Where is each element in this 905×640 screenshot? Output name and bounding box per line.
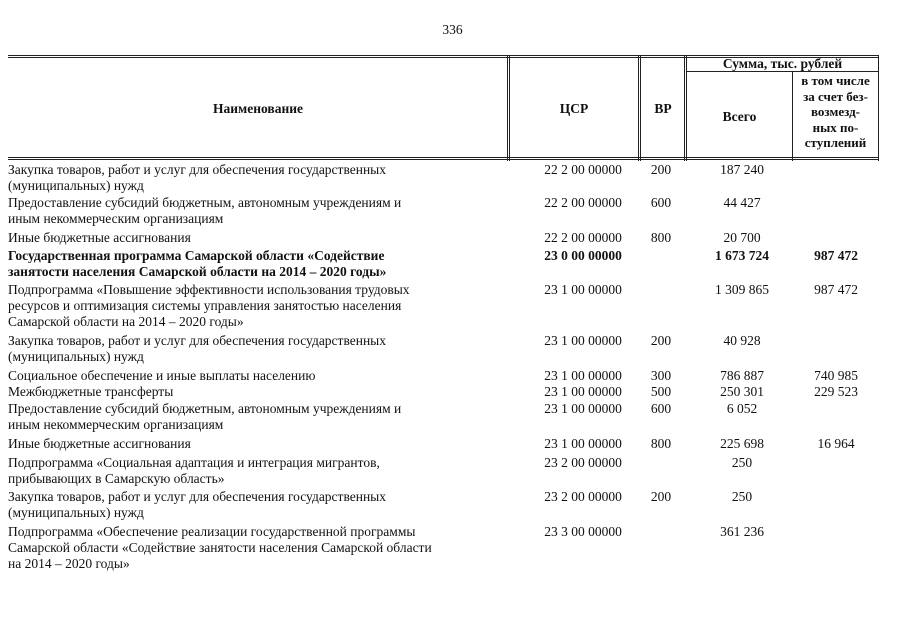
row-csr: 23 1 00 00000 <box>544 368 622 383</box>
row-vr: 600 <box>650 401 672 416</box>
row-csr: 22 2 00 00000 <box>544 162 622 177</box>
row-total: 225 698 <box>720 436 764 451</box>
row-vr: 600 <box>650 195 672 210</box>
row-name-line: иным некоммерческим организациям <box>8 211 224 227</box>
row-name-line: Закупка товаров, работ и услуг для обеспечения государственных <box>8 333 387 348</box>
header-free-line: в том числе <box>801 73 870 88</box>
row-name-line: Закупка товаров, работ и услуг для обеспечения государственных <box>8 489 387 504</box>
header-bottom-rule <box>8 157 879 158</box>
row-csr: 23 0 00 00000 <box>544 248 622 263</box>
row-vr: 800 <box>650 230 672 245</box>
header-free-line: за счет без- <box>803 88 868 104</box>
row-name-line: Государственная программа Самарской области «Содействие <box>8 248 385 263</box>
row-name-line: Подпрограмма «Повышение эффективности использования трудовых <box>8 282 410 297</box>
row-name-line: прибывающих в Самарскую область» <box>8 471 225 487</box>
row-free: 740 985 <box>814 368 858 383</box>
row-total: 250 <box>731 455 753 470</box>
row-total: 40 928 <box>723 333 761 348</box>
row-name-line: Предоставление субсидий бюджетным, автономным учреждениям и <box>8 401 402 416</box>
row-csr: 23 1 00 00000 <box>544 401 622 416</box>
row-name <box>8 455 508 487</box>
row-csr: 23 1 00 00000 <box>544 333 622 348</box>
header-vr: ВР <box>654 101 672 116</box>
row-name-line: (муниципальных) нужд <box>8 349 144 365</box>
row-name-line: (муниципальных) нужд <box>8 178 144 194</box>
row-free: 987 472 <box>814 282 858 297</box>
page-number: 336 <box>442 22 463 37</box>
row-name <box>8 436 508 452</box>
row-total: 250 301 <box>720 384 764 399</box>
header-name: Наименование <box>213 101 303 116</box>
header-bottom-rule-double <box>8 159 879 160</box>
row-total: 786 887 <box>720 368 764 383</box>
header-free-line: возмезд- <box>811 104 860 120</box>
header-free-line: ступлений <box>804 135 867 151</box>
row-name-line: Самарской области «Содействие занятости населения Самарской области <box>8 540 432 556</box>
row-name <box>8 195 508 227</box>
row-vr: 200 <box>650 489 672 504</box>
row-total: 20 700 <box>723 230 761 245</box>
row-csr: 23 1 00 00000 <box>544 436 622 451</box>
row-csr: 23 2 00 00000 <box>544 455 622 470</box>
row-free: 229 523 <box>814 384 858 399</box>
row-name-line: ресурсов и оптимизация системы управления занятостью населения <box>8 298 402 314</box>
row-vr: 200 <box>650 162 672 177</box>
row-csr: 23 3 00 00000 <box>544 524 622 539</box>
header-sum-group: Сумма, тыс. рублей <box>722 56 843 71</box>
row-free: 16 964 <box>817 436 855 451</box>
row-name <box>8 401 508 433</box>
row-total: 44 427 <box>723 195 761 210</box>
row-total: 1 673 724 <box>715 248 769 263</box>
row-vr: 800 <box>650 436 672 451</box>
row-name <box>8 333 508 365</box>
row-name-line: занятости населения Самарской области на 2014 – 2020 годы» <box>8 264 387 280</box>
row-name-line: Межбюджетные трансферты <box>8 384 174 399</box>
row-name-line: (муниципальных) нужд <box>8 505 144 521</box>
row-total: 1 309 865 <box>715 282 769 297</box>
row-name <box>8 230 508 246</box>
row-name-line: иным некоммерческим организациям <box>8 417 224 433</box>
header-total: Всего <box>722 109 757 124</box>
row-csr: 22 2 00 00000 <box>544 195 622 210</box>
row-total: 250 <box>731 489 753 504</box>
row-name-line: Предоставление субсидий бюджетным, автономным учреждениям и <box>8 195 402 210</box>
row-name <box>8 248 508 280</box>
row-name <box>8 368 508 384</box>
row-name-line: Подпрограмма «Социальная адаптация и интеграция мигрантов, <box>8 455 380 470</box>
row-csr: 23 2 00 00000 <box>544 489 622 504</box>
row-name-line: Иные бюджетные ассигнования <box>8 230 191 245</box>
row-name-line: Закупка товаров, работ и услуг для обеспечения государственных <box>8 162 387 177</box>
row-csr: 23 1 00 00000 <box>544 282 622 297</box>
row-name <box>8 384 508 400</box>
row-name <box>8 524 508 572</box>
row-vr: 200 <box>650 333 672 348</box>
row-name-line: Социальное обеспечение и иные выплаты населению <box>8 368 316 383</box>
row-name-line: Подпрограмма «Обеспечение реализации государственной программы <box>8 524 416 539</box>
col-divider-csr <box>638 55 639 161</box>
row-total: 6 052 <box>726 401 758 416</box>
row-free: 987 472 <box>814 248 858 263</box>
row-vr: 500 <box>650 384 672 399</box>
row-name <box>8 489 508 521</box>
row-total: 187 240 <box>720 162 764 177</box>
row-name-line: на 2014 – 2020 годы» <box>8 556 130 572</box>
row-name <box>8 282 508 330</box>
row-name-line: Иные бюджетные ассигнования <box>8 436 191 451</box>
row-name <box>8 162 508 194</box>
row-vr: 300 <box>650 368 672 383</box>
header-free-receipts <box>793 73 878 151</box>
row-csr: 23 1 00 00000 <box>544 384 622 399</box>
row-name-line: Самарской области на 2014 – 2020 годы» <box>8 314 244 330</box>
row-total: 361 236 <box>720 524 764 539</box>
row-csr: 22 2 00 00000 <box>544 230 622 245</box>
header-csr: ЦСР <box>559 101 589 116</box>
header-free-line: ных по- <box>812 119 859 135</box>
